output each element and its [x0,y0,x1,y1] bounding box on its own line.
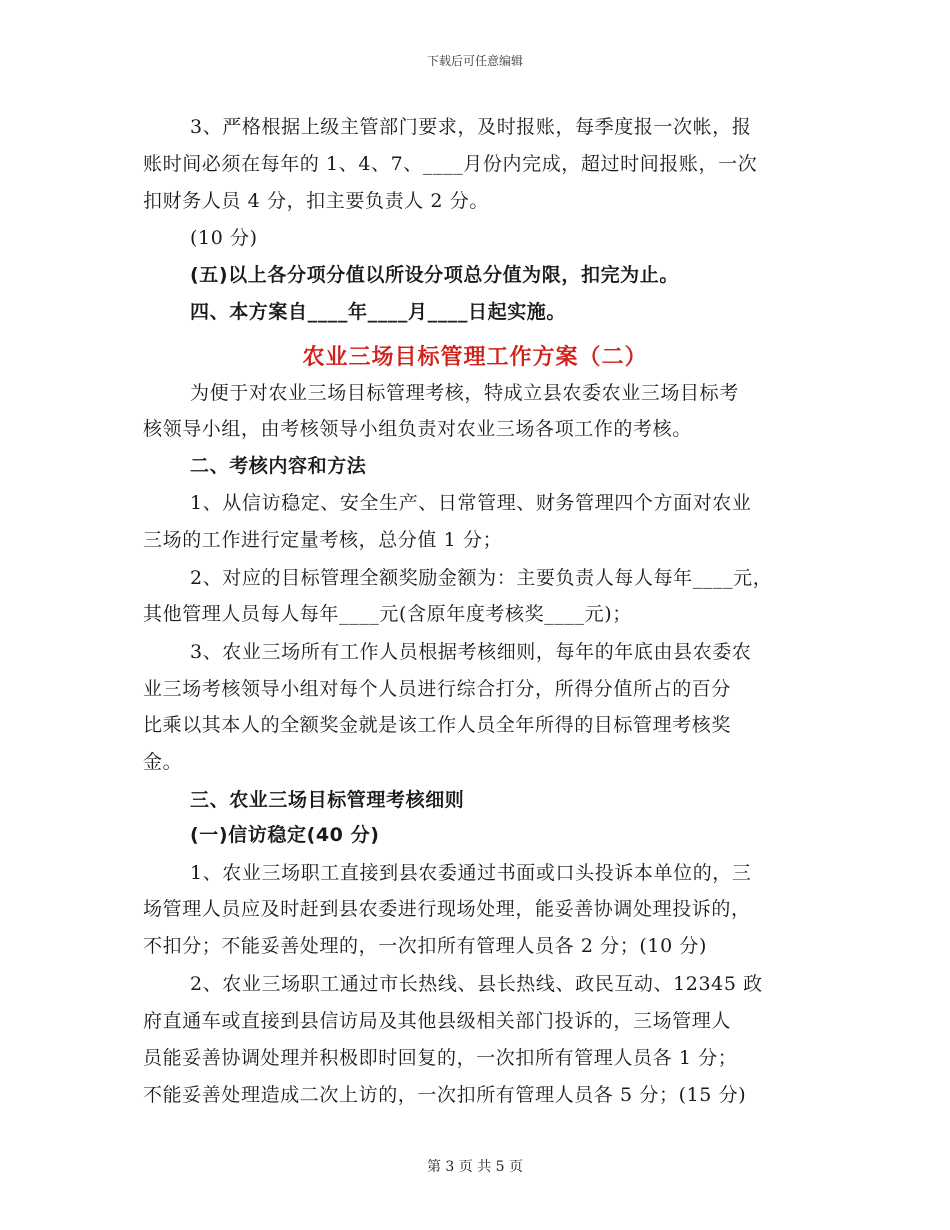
text-line: 3、严格根据上级主管部门要求，及时报账，每季度报一次帐，报 [190,116,752,138]
page-header: 下载后可任意编辑 [426,54,523,68]
text-line: 场管理人员应及时赶到县农委进行现场处理，能妥善协调处理投诉的， [143,898,751,920]
text-line: 不能妥善处理造成二次上访的，一次扣所有管理人员各 5 分；(15 分) [143,1084,747,1106]
text-line: 金。 [143,751,183,773]
page-number: 第 3 页 共 5 页 [426,1159,524,1175]
text-line: 为便于对农业三场目标管理考核，特成立县农委农业三场目标考 [190,382,739,404]
text-line: 不扣分；不能妥善处理的，一次扣所有管理人员各 2 分；(10 分) [143,935,708,957]
text-line: 三场的工作进行定量考核，总分值 1 分； [143,529,503,551]
text-line: 府直通车或直接到县信访局及其他县级相关部门投诉的，三场管理人 [143,1010,732,1032]
text-line: 1、从信访稳定、安全生产、日常管理、财务管理四个方面对农业 [190,492,752,514]
text-line: 2、农业三场职工通过市长热线、县长热线、政民互动、12345 政 [190,973,763,995]
section-heading: 三、农业三场目标管理考核细则 [190,789,465,811]
document-title: 农业三场目标管理工作方案（二） [302,345,648,370]
text-line: 1、农业三场职工直接到县农委通过书面或口头投诉本单位的，三 [190,862,752,884]
text-line: (10 分) [190,227,258,249]
text-line: 业三场考核领导小组对每个人员进行综合打分，所得分值所占的百分 [143,678,732,700]
text-line: 扣财务人员 4 分，扣主要负责人 2 分。 [143,190,489,212]
section-heading: (五)以上各分项分值以所设分项总分值为限，扣完为止。 [190,264,679,286]
section-heading: 二、考核内容和方法 [190,455,367,477]
text-line: 核领导小组，由考核领导小组负责对农业三场各项工作的考核。 [143,418,692,440]
text-line: 员能妥善协调处理并积极即时回复的，一次扣所有管理人员各 1 分； [143,1047,738,1069]
section-heading: 四、本方案自____年____月____日起实施。 [190,301,567,323]
text-line: 2、对应的目标管理全额奖励金额为：主要负责人每人每年____元， [190,567,773,589]
text-line: 3、农业三场所有工作人员根据考核细则，每年的年底由县农委农 [190,641,752,663]
text-line: 账时间必须在每年的 1、4、7、____月份内完成，超过时间报账，一次 [143,153,758,175]
text-line: 比乘以其本人的全额奖金就是该工作人员全年所得的目标管理考核奖 [143,714,732,736]
section-heading: (一)信访稳定(40 分) [190,824,380,846]
text-line: 其他管理人员每人每年____元(含原年度考核奖____元)； [143,603,632,625]
